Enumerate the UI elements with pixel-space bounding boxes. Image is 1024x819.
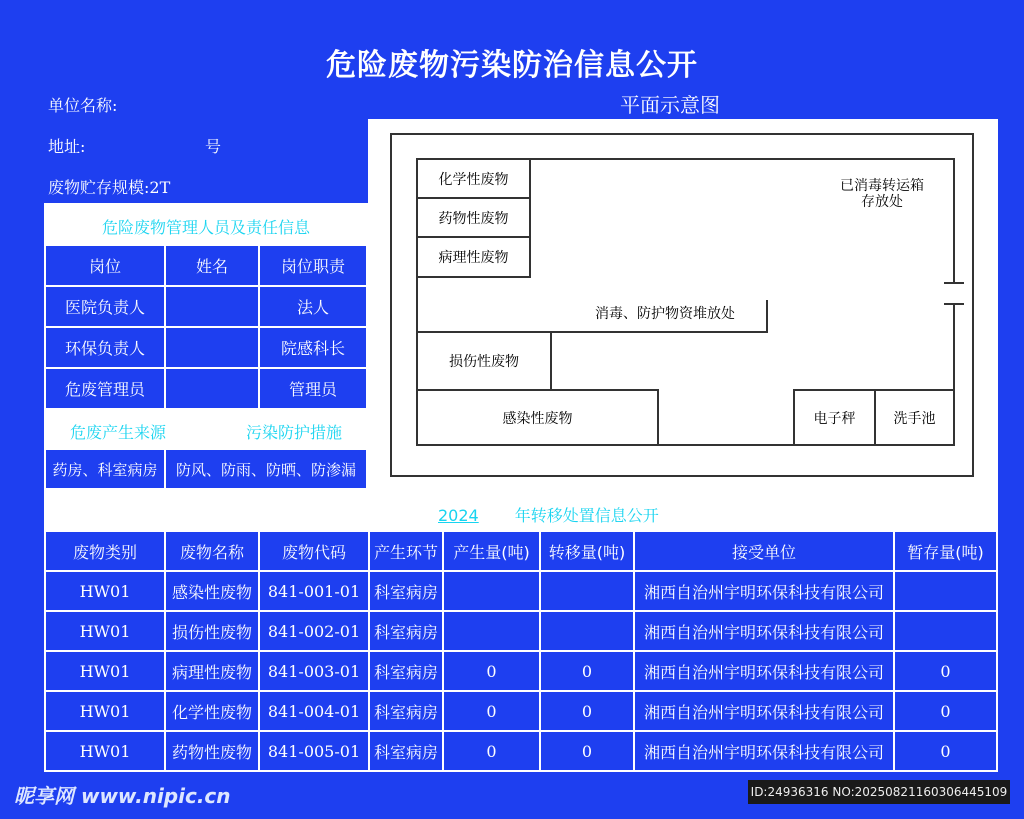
room-damaged: 损伤性废物 <box>416 331 552 391</box>
transfer-cell <box>540 571 634 611</box>
transfer-row <box>45 611 997 651</box>
transfer-cell: 841-002-01 <box>259 611 369 651</box>
transfer-cell: 损伤性废物 <box>165 611 259 651</box>
transfer-cell: HW01 <box>45 611 165 651</box>
site-logo: 昵享网 www.nipic.cn <box>14 784 231 808</box>
transfer-cell: 病理性废物 <box>165 651 259 691</box>
staff-heading: 危险废物管理人员及责任信息 <box>101 218 310 237</box>
plan-wall <box>953 158 955 282</box>
transfer-cell: 湘西自治州宇明环保科技有限公司 <box>634 691 894 731</box>
transfer-cell: 感染性废物 <box>165 571 259 611</box>
staff-header-cell: 岗位职责 <box>259 245 367 286</box>
staff-header-cell: 岗位 <box>45 245 165 286</box>
transfer-cell: 0 <box>443 691 540 731</box>
area-sink: 洗手池 <box>874 389 955 446</box>
transfer-year: 2024 <box>438 506 479 525</box>
staff-cell <box>165 368 259 409</box>
staff-header-row <box>45 245 367 286</box>
staff-row <box>45 368 367 409</box>
transfer-cell: 0 <box>894 691 997 731</box>
transfer-cell: 湘西自治州宇明环保科技有限公司 <box>634 651 894 691</box>
source-protection-table <box>44 448 368 490</box>
staff-cell: 院感科长 <box>259 327 367 368</box>
transfer-cell <box>443 571 540 611</box>
staff-cell: 管理员 <box>259 368 367 409</box>
image-id-badge: ID:24936316 NO:20250821160306445109 <box>748 780 1010 804</box>
transfer-header-cell: 产生环节 <box>369 531 443 571</box>
transfer-cell: 科室病房 <box>369 571 443 611</box>
staff-cell <box>165 327 259 368</box>
transfer-header-row <box>45 531 997 571</box>
transfer-cell: 841-001-01 <box>259 571 369 611</box>
transfer-cell: 0 <box>894 651 997 691</box>
staff-cell: 医院负责人 <box>45 286 165 327</box>
transfer-row <box>45 691 997 731</box>
transfer-cell: 841-005-01 <box>259 731 369 771</box>
transfer-header-cell: 转移量(吨) <box>540 531 634 571</box>
protection-value: 防风、防雨、防晒、防渗漏 <box>165 449 367 489</box>
transfer-cell: 科室病房 <box>369 611 443 651</box>
source-label: 危废产生来源 <box>69 423 166 442</box>
transfer-table <box>44 530 998 772</box>
transfer-cell: 841-003-01 <box>259 651 369 691</box>
transfer-header-cell: 产生量(吨) <box>443 531 540 571</box>
transfer-cell: 湘西自治州宇明环保科技有限公司 <box>634 611 894 651</box>
transfer-cell: 湘西自治州宇明环保科技有限公司 <box>634 571 894 611</box>
area-protective: 消毒、防护物资堆放处 <box>595 306 735 322</box>
transfer-heading-text: 年转移处置信息公开 <box>514 506 659 525</box>
address-label: 地址: <box>48 137 86 156</box>
transfer-cell: 841-004-01 <box>259 691 369 731</box>
transfer-header-cell: 接受单位 <box>634 531 894 571</box>
staff-table <box>44 244 368 410</box>
transfer-heading <box>390 503 659 526</box>
unit-name-label: 单位名称: <box>48 96 118 115</box>
room-pathological: 病理性废物 <box>416 236 531 278</box>
room-pharma: 药物性废物 <box>416 197 531 238</box>
staff-cell <box>165 286 259 327</box>
transfer-header-cell: 废物代码 <box>259 531 369 571</box>
transfer-cell: 0 <box>540 691 634 731</box>
source-value: 药房、科室病房 <box>45 449 165 489</box>
transfer-cell <box>443 611 540 651</box>
transfer-header-cell: 暂存量(吨) <box>894 531 997 571</box>
staff-cell: 环保负责人 <box>45 327 165 368</box>
staff-row <box>45 286 367 327</box>
transfer-cell <box>540 611 634 651</box>
transfer-cell: HW01 <box>45 691 165 731</box>
protection-label: 污染防护措施 <box>245 423 342 442</box>
transfer-cell: 0 <box>443 651 540 691</box>
transfer-cell: HW01 <box>45 731 165 771</box>
transfer-header-cell: 废物名称 <box>165 531 259 571</box>
plan-door-mark <box>944 282 964 284</box>
transfer-cell: 科室病房 <box>369 651 443 691</box>
transfer-cell: 0 <box>540 731 634 771</box>
transfer-header-cell: 废物类别 <box>45 531 165 571</box>
transfer-row <box>45 731 997 771</box>
address-number: 号 <box>205 137 222 156</box>
plan-title: 平面示意图 <box>620 93 720 117</box>
transfer-cell: HW01 <box>45 651 165 691</box>
transfer-row <box>45 571 997 611</box>
transfer-row <box>45 651 997 691</box>
transfer-cell <box>894 571 997 611</box>
page-title: 危险废物污染防治信息公开 <box>326 48 698 83</box>
staff-row <box>45 327 367 368</box>
transfer-cell: 科室病房 <box>369 691 443 731</box>
plan-door-mark <box>944 303 964 305</box>
room-infectious: 感染性废物 <box>416 389 659 446</box>
transfer-cell: HW01 <box>45 571 165 611</box>
transfer-cell: 0 <box>540 651 634 691</box>
transfer-cell: 0 <box>443 731 540 771</box>
staff-cell: 法人 <box>259 286 367 327</box>
transfer-cell: 药物性废物 <box>165 731 259 771</box>
transfer-cell: 湘西自治州宇明环保科技有限公司 <box>634 731 894 771</box>
staff-cell: 危废管理员 <box>45 368 165 409</box>
plan-wall <box>550 331 768 333</box>
transfer-cell: 0 <box>894 731 997 771</box>
area-disinfected: 已消毒转运箱 存放处 <box>840 178 924 210</box>
transfer-cell: 科室病房 <box>369 731 443 771</box>
area-scale: 电子秤 <box>793 389 876 446</box>
storage-scale: 废物贮存规模:2T <box>48 178 171 197</box>
staff-header-cell: 姓名 <box>165 245 259 286</box>
source-protection-row <box>45 449 367 489</box>
transfer-cell: 化学性废物 <box>165 691 259 731</box>
room-chemical: 化学性废物 <box>416 158 531 199</box>
transfer-cell <box>894 611 997 651</box>
